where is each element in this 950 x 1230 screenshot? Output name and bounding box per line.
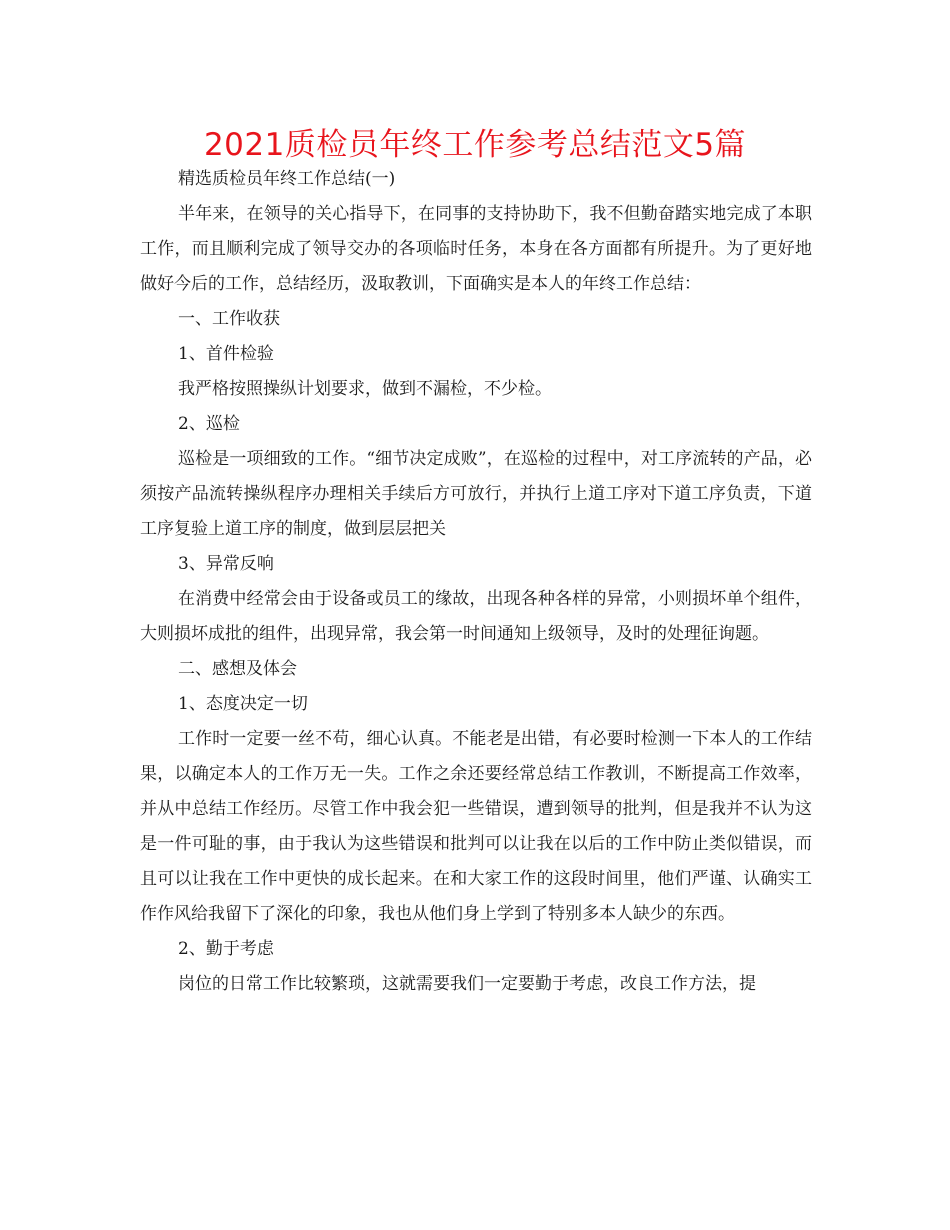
paragraph: 我严格按照操纵计划要求，做到不漏检，不少检。 (178, 379, 552, 399)
subsection-heading: 3、异常反响 (178, 554, 274, 574)
paragraph: 在消费中经常会由于设备或员工的缘故，出现各种各样的异常，小则损坏单个组件，大则损坏成批的组件，出现异常，我会第一时间通知上级领导，及时的处理征询题。 (140, 589, 812, 644)
paragraph: 工作时一定要一丝不苟，细心认真。不能老是出错，有必要时检测一下本人的工作结果，以确定本人的工作万无一失。工作之余还要经常总结工作教训，不断提高工作效率，并从中总结工作经历。尽管工作中我会犯一些错误，遭到领导的批判，但是我并不认为这是一件可耻的事，由于我认为这些错误和批判可以让我在以后的工作中防止类似错误，而且可以让我在工作中更快的成长起来。在和大家工作的这段时间里，他们严谨、认确实工作作风给我留下了深化的印象，我也从他们身上学到了特别多本人缺少的东西。 (140, 729, 812, 924)
subsection-heading: 2、勤于考虑 (178, 939, 274, 959)
paragraph: 岗位的日常工作比较繁琐，这就需要我们一定要勤于考虑，改良工作方法，提 (178, 974, 756, 994)
paragraph: 巡检是一项细致的工作。“细节决定成败”，在巡检的过程中，对工序流转的产品，必须按产品流转操纵程序办理相关手续后方可放行，并执行上道工序对下道工序负责，下道工序复验上道工序的制度，做到层层把关 (140, 449, 812, 539)
subsection-heading: 1、态度决定一切 (178, 694, 308, 714)
section-heading: 一、工作收获 (178, 309, 280, 329)
subsection-heading: 2、巡检 (178, 414, 240, 434)
section-heading: 二、感想及体会 (178, 659, 297, 679)
section-heading: 精选质检员年终工作总结(一) (178, 169, 396, 189)
subsection-heading: 1、首件检验 (178, 344, 274, 364)
document-body (140, 162, 812, 1002)
paragraph: 半年来，在领导的关心指导下，在同事的支持协助下，我不但勤奋踏实地完成了本职工作，而且顺利完成了领导交办的各项临时任务，本身在各方面都有所提升。为了更好地做好今后的工作，总结经历，汲取教训，下面确实是本人的年终工作总结： (140, 204, 812, 294)
document-title: 2021质检员年终工作参考总结范文5篇 (203, 127, 747, 163)
